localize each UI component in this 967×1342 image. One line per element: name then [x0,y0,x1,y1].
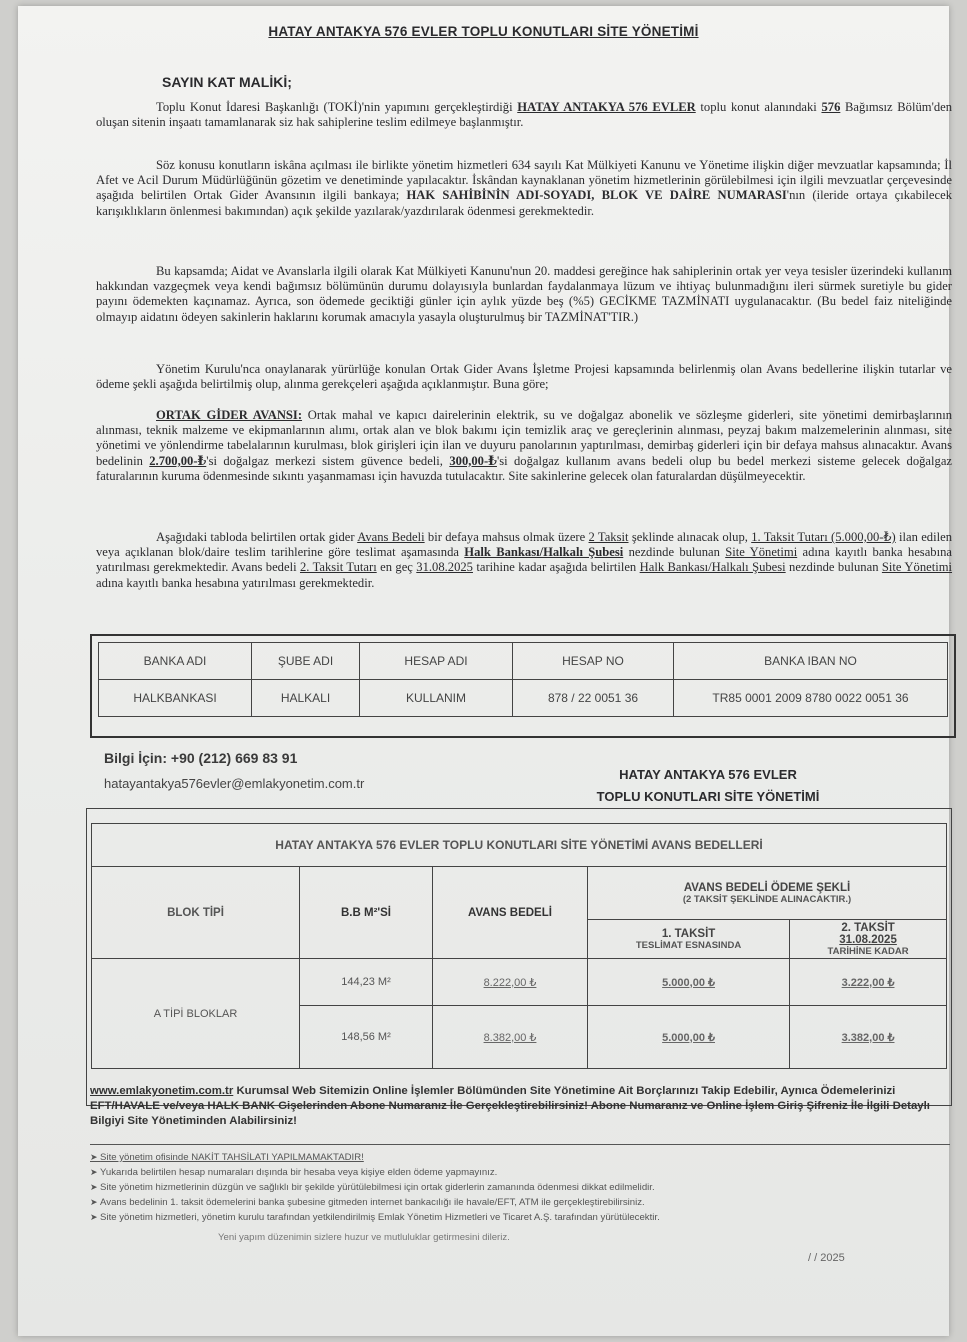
advance-fee-table [86,808,952,1106]
p3-text-b: (Bu bedel faiz niteliğinde olmayıp aidatını ödeyen sakinlerin haklarını korumak amacıyla yasayla oluşturulmuş bir TAZMİNAT'TIR.) [96,294,952,324]
divider [90,1144,950,1145]
p1-text-a: Toplu Konut İdaresi Başkanlığı (TOKİ)'nin yapımını gerçekleştirdiği [156,100,518,114]
bank-cell-account-name: KULLANIM [360,680,513,717]
paragraph-dues [96,264,952,325]
p5-gas-deposit: 2.700,00-₺ [149,453,207,468]
bank-header-bank-name: BANKA ADI [99,643,252,680]
p6-g: ilan edilen veya açıklanan blok/daire teslim tarihlerine göre teslimat aşamasında [96,530,952,560]
p2-text-a: Söz konusu konutların iskâna açılması ile birlikte yönetim hizmetleri 634 sayılı Kat Mülkiyeti Kanunu ve Yönetime ilişkin diğer mevzuatlar kapsamında; İl Afet ve Acil Durum Müdürlüğünün gözetim ve denetiminde yapılacaktır. İskândan kaynaklanan yönetim hizmetlerinin görülebilmesi için ilgili mevzuatlar çerçevesinde aşağıda belirtilen Ortak Gider Avansının ilgili bankaya; [96,158,952,203]
management-line-1: HATAY ANTAKYA 576 EVLER [619,767,797,782]
paragraph-installments [96,530,952,591]
note-item: ➤ Yukarıda belirtilen hesap numaraları dışında bir hesaba veya kişiye elden ödeme yapmayınız. [90,1165,950,1180]
row2-installment-1: 5.000,00 ₺ [588,1006,790,1069]
p6-k: adına kayıtlı banka hesabına yatırılması gerekmektedir. Avans bedeli [96,545,952,575]
installment-2-date: 31.08.2025 [839,933,897,946]
bank-header-branch: ŞUBE ADI [252,643,360,680]
row1-installment-1: 5.000,00 ₺ [588,959,790,1006]
p5-text-d: 'si doğalgaz merkezi sistem güvence bedeli, [206,453,450,468]
p6-o: tarihine kadar aşağıda belirtilen [472,560,640,575]
p6-j: Site Yönetimi [725,545,798,560]
management-signature [578,764,838,808]
p1-text-e: Bağımsız Bölüm'den oluşan sitenin inşaatı tamamlanarak siz hak sahiplerine teslim edilmeye başlanmıştır. [96,100,953,130]
p6-n: 31.08.2025 [416,560,473,575]
note-item: ➤ Avans bedelinin 1. taksit ödemelerini banka şubesine gitmeden internet bankacılığı ile havale/EFT, ATM ile gerçekleştirebilirsiniz. [90,1195,950,1210]
bank-header-account-no: HESAP NO [513,643,674,680]
p4-text: Yönetim Kurulu'nca onaylanarak yürürlüğe konulan Ortak Gider Avans İşletme Projesi kapsamında belirlenmiş olan Avans bedellerine ilişkin tutarlar ve ödeme şekli aşağıda belirtilmiş olup, alınma gerekçeleri aşağıda açıklanmıştır. Buna göre; [96,362,952,392]
p6-l: 2. Taksit Tutarı [299,560,377,575]
document-title: HATAY ANTAKYA 576 EVLER TOPLU KONUTLARI SİTE YÖNETİMİ [268,24,699,39]
document-sheet [18,6,953,1336]
note-item: ➤ Site yönetim hizmetleri, yönetim kurulu tarafından yetkilendirilmiş Emlak Yönetim Hizmetleri ve Ticaret A.Ş. tarafından yürütülecektir. [90,1210,950,1225]
p6-b: Avans Bedeli [357,530,425,544]
note-item: ➤ Site yönetim ofisinde NAKİT TAHSİLATI YAPILMAMAKTADIR! [90,1150,950,1165]
p6-d: 2 Taksit [588,530,629,544]
installment-1-label: 1. TAKSİT [661,927,716,940]
footer-online-info [90,1084,952,1129]
row1-installment-2: 3.222,00 ₺ [790,959,947,1006]
installment-2-sub: TARİHİNE KADAR [827,945,909,957]
bank-table-header-row [99,643,948,680]
paragraph-management [96,158,952,219]
p5-text-f: 'si doğalgaz kullanım avans bedeli olup bu bedel merkezi sisteme gelecek doğalgaz faturalarının kuruma ödenmesinde sıkıntı yaşanmaması için havuzda tutulacaktır. Site sakinlerine gelecek olan faturalardan düşülmeyecektir. [96,453,952,483]
p6-c: bir defaya mahsus olmak üzere [424,530,589,544]
p5-text-b: Ortak mahal ve kapıcı dairelerinin elektrik, su ve doğalgaz abonelik ve sözleşme giderleri, site yönetimi demirbaşlarının alınması, teknik malzeme ve ekipmanlarının alımı, ortak alan ve blok bakımı için temizlik araç ve gereçlerinin alınması, peyzaj bakım malzemelerinin alınması, site yönetimi ve yönlendirme tabelalarının kurulması, blok girişleri için ilan ve duyuru panolarının yaptırılması, demirbaş giderleri için bir defaya mahsus alınacaktır. Avans bedelinin [96,408,953,468]
bank-table-row [99,680,948,717]
p6-i: nezdinde bulunan [623,545,726,560]
bank-cell-account-no: 878 / 22 0051 36 [513,680,674,717]
installment-1-sub: TESLİMAT ESNASINDA [635,939,742,951]
bank-info-table [90,634,956,738]
p6-p: Halk Bankası/Halkalı Şubesi [639,560,786,575]
row2-m2: 148,56 M² [300,1006,433,1069]
bank-cell-iban: TR85 0001 2009 8780 0022 0051 36 [674,680,948,717]
p5-gas-advance: 300,00-₺ [449,453,497,468]
advance-table-title: HATAY ANTAKYA 576 EVLER TOPLU KONUTLARI SİTE YÖNETİMİ AVANS BEDELLERİ [92,824,947,867]
bank-header-account-name: HESAP ADI [360,643,513,680]
paragraph-project [96,362,952,392]
advance-row-1 [92,959,947,1006]
header-advance-fee: AVANS BEDELİ [433,867,588,959]
p6-m: en geç [376,560,417,575]
p6-r: Site Yönetimi [881,560,953,575]
contact-email[interactable]: hatayantakya576evler@emlakyonetim.com.tr [104,776,365,791]
header-payment-method [588,867,947,920]
installment-2-label: 2. TAKSİT [841,921,895,934]
p6-q: nezdinde bulunan [785,560,882,575]
row1-m2: 144,23 M² [300,959,433,1006]
header-bb-m2: B.B M²'Sİ [300,867,433,959]
bank-cell-bank-name: HALKBANKASI [99,680,252,717]
block-type-label: A TİPİ BLOKLAR [92,959,300,1069]
paragraph-common-expense [96,408,952,484]
contact-phone: Bilgi İçin: +90 (212) 669 83 91 [104,750,298,766]
bank-cell-branch: HALKALI [252,680,360,717]
paragraph-intro [96,100,952,130]
header-installment-2 [790,920,947,959]
p2-text-c: 'nın (ileride ortaya çıkabilecek karışıklıkların önlenmesi bakımından) açık şekilde yazılarak/yazdırılarak ödenmesi gerekmektedir. [96,188,952,218]
greeting: SAYIN KAT MALİKİ; [162,74,292,90]
footer-website-link[interactable]: www.emlakyonetim.com.tr [90,1085,234,1097]
p5-heading: ORTAK GİDER AVANSI: [156,408,303,422]
document-date: / / 2025 [808,1252,845,1264]
row2-installment-2: 3.382,00 ₺ [790,1006,947,1069]
p6-s: adına kayıtlı banka hesabına yatırılması gerekmektedir. [96,575,375,590]
closing-note: Yeni yapım düzenimin sizlere huzur ve mutluluklar getirmesini dileriz. [218,1232,510,1243]
p3-text-a: Bu kapsamda; Aidat ve Avanslarla ilgili olarak Kat Mülkiyeti Kanunu'nun 20. maddesi gereğince hak sahiplerinin ortak yer veya tesisler üzerindeki kullanım hakkından vazgeçmek veya kendi bağımsız bölümünün durumu dolayısıyla bunlardan faydalanmaya lüzum ve ihtiyaç bulunmadığını ileri sürmek suretiyle bu gider payını ödemekten kaçınamaz. Ayrıca, son ödemede geciktiği günler için aylık yüzde beş (%5) GECİKME TAZMİNATI uygulanacaktır. [96,264,952,309]
p6-h: Halk Bankası/Halkalı Şubesi [464,545,624,560]
p6-f: 1. Taksit Tutarı (5.000,00-₺) [751,530,896,544]
p6-a: Aşağıdaki tabloda belirtilen ortak gider [156,530,358,544]
p6-e: şeklinde alınacak olup, [628,530,752,544]
p2-holder-info: HAK SAHİBİNİN ADI-SOYADI, BLOK VE DAİRE NUMARASI [406,188,787,203]
row2-advance: 8.382,00 ₺ [433,1006,588,1069]
notes-list [90,1150,950,1225]
management-line-2: TOPLU KONUTLARI SİTE YÖNETİMİ [596,789,820,804]
row1-advance: 8.222,00 ₺ [433,959,588,1006]
p1-text-c: toplu konut alanındaki [695,100,822,114]
header-blok-type: BLOK TİPİ [92,867,300,959]
payment-method-title: AVANS BEDELİ ÖDEME ŞEKLİ [683,881,851,894]
header-installment-1 [588,920,790,959]
p1-unit-count: 576 [821,100,841,114]
payment-method-subtitle: (2 TAKSİT ŞEKLİNDE ALINACAKTIR.) [682,893,852,905]
p1-project-name: HATAY ANTAKYA 576 EVLER [517,100,696,114]
bank-header-iban: BANKA IBAN NO [674,643,948,680]
note-item: ➤ Site yönetim hizmetlerinin düzgün ve sağlıklı bir şekilde yürütülebilmesi için ortak giderlerin zamanında ödenmesi dikkat edilmelidir. [90,1180,950,1195]
footer-text: Kurumsal Web Sitemizin Online İşlemler Bölümünden Site Yönetimine Ait Borçlarınızı Takip Edebilir, Aynıca Ödemelerinizi EFT/HAVALE ve/veya HALK BANK Gişelerinden Abone Numaranız İle Gerçekleştirebilirsiniz! Abone Numaranız ve Online İşlem Giriş Şifreniz İle İlgili Detaylı Bilgiyi Site Yönetiminden Alabilirsiniz! [90,1085,930,1127]
